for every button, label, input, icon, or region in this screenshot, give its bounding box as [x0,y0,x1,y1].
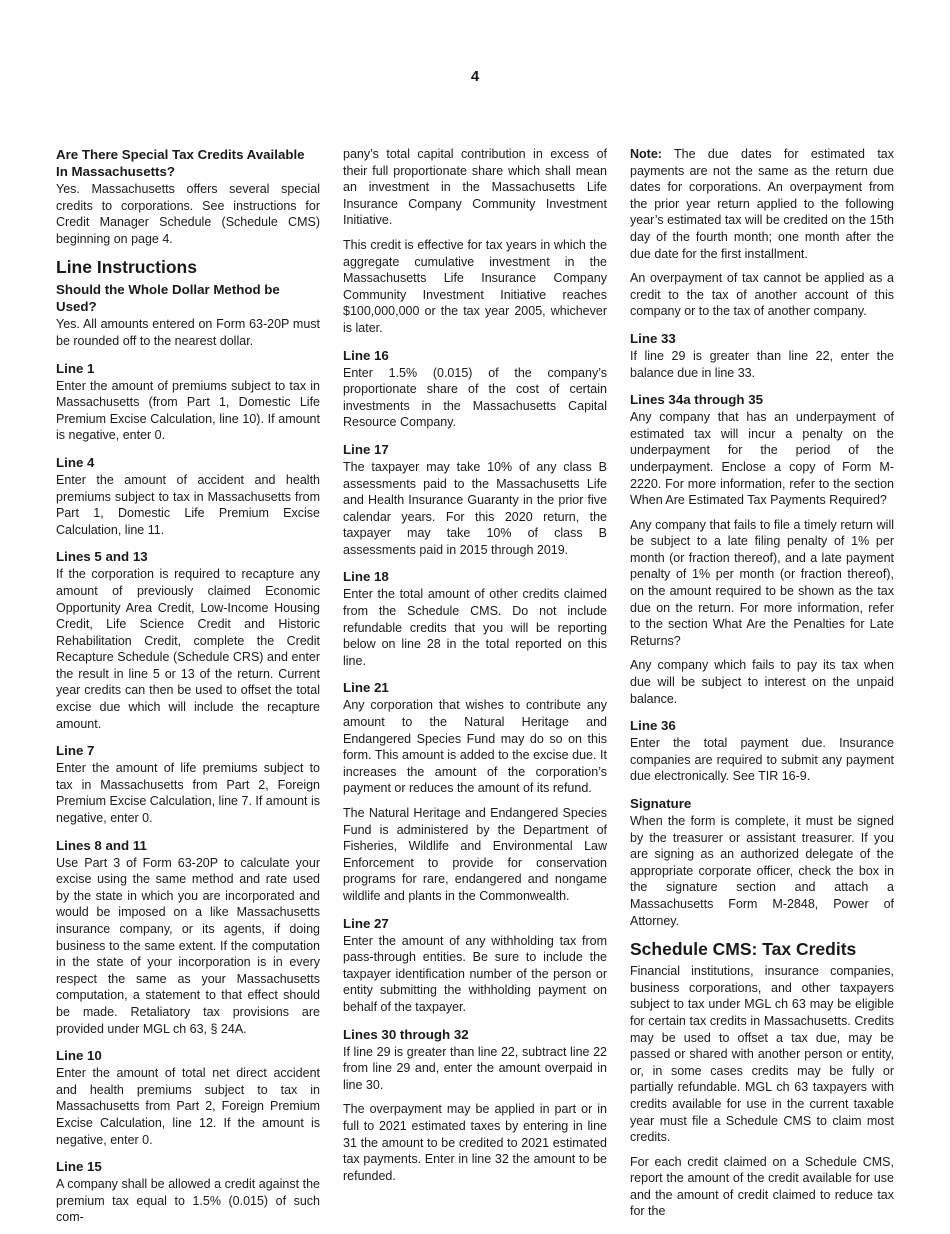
line16-heading: Line 16 [343,347,389,363]
line17-text: The taxpayer may take 10% of any class B assessments paid to the Massachusetts Life and Health Insurance Guaranty in the prior five calendar years. For this 2020 return, the taxpayer may take 10% of class B assessments paid in 2015 through 2019. [343,459,607,557]
schedule-cms-text: Financial institutions, insurance companies, business corporations, and other taxpayers subject to tax under MGL ch 63 may be eligible for certain tax credits in Massachusetts. Credits may be used to offset a tax due, may be passed or shared with another person or entity, or, in some cases credits may be fully or partially refundable. MGL ch 63 taxpayers with credits available for use in the current taxable year must file a Schedule CMS to claim most credits. [630,964,894,1145]
line7-heading: Line 7 [56,743,95,759]
lines8-11-text: Use Part 3 of Form 63-20P to calculate your excise using the same method and rate used by the state in which you are incorporated and would be imposed on a like Massachusetts insurance company, or its agents, if doing business to the same extent. If the computation in the state of your incorporation is in every respect the same as your Massachusetts computation, a statement to that effect should be made. Retaliatory tax provisions are provided under MGL ch 63, § 24A. [56,855,320,1036]
line1-text: Enter the amount of premiums subject to tax in Massachusetts (from Part 1, Domestic Life Premium Excise Calculation, line 10). If amount is negative, enter 0. [56,378,320,443]
column-left [56,146,320,1234]
page-number: 4 [470,68,480,85]
line15-heading: Line 15 [56,1159,102,1175]
line36-text: Enter the total payment due. Insurance companies are required to submit any payment due electronically. See TIR 16-9. [630,736,894,784]
line15-continued-text: pany’s total capital contribution in excess of their full proportionate share which shall mean an investment in the Massachusetts Life Insurance Company Community Investment Initiative. [343,147,607,228]
line-instructions-heading: Line Instructions [56,257,197,278]
line17-heading: Line 17 [343,441,389,457]
line16-text: Enter 1.5% (0.015) of the company’s proportionate share of the cost of certain investments in the Massachusetts Capital Resource Company. [343,365,607,430]
note-paragraph [630,146,894,262]
schedule-cms-text-2: For each credit claimed on a Schedule CMS, report the amount of the credit available for use and the amount of credit claimed to reduce tax for the [630,1154,894,1219]
line21-text: Any corporation that wishes to contribute any amount to the Natural Heritage and Endangered Species Fund may do so on this form. This amount is added to the excise due. It increases the amount of the corporation’s payment or reduces the amount of its refund. [343,698,607,796]
lines30-32-text: If line 29 is greater than line 22, subtract line 22 from line 29 and, enter the amount overpaid in line 30. [343,1044,607,1092]
line4-text: Enter the amount of accident and health premiums subject to tax in Massachusetts from Part 1, Domestic Life Premium Excise Calculation, line 11. [56,472,320,537]
line1-heading: Line 1 [56,360,95,376]
line36-heading: Line 36 [630,718,676,734]
schedule-cms-heading: Schedule CMS: Tax Credits [630,939,857,960]
lines34-35-interest-text: Any company which fails to pay its tax when due will be subject to interest on the unpaid balance. [630,658,894,706]
special-credits-text: Yes. Massachusetts offers several special credits to corporations. See instructions for Credit Manager Schedule (Schedule CMS) beginning on page 4. [56,182,320,246]
lines34-35-text: Any company that has an underpayment of estimated tax will incur a penalty on the underpayment for the period of the underpayment. Enclose a copy of Form M-2220. For more information, refer to the section When Are Estimated Tax Payments Required? [630,410,894,508]
line21-fund-text: The Natural Heritage and Endangered Species Fund is administered by the Department of Fisheries, Wildlife and Environmental Law Enforcement to provide for conservation programs for rare, endangered and nongame wildlife and plants in the Commonwealth. [343,806,607,903]
line15-text: A company shall be allowed a credit against the premium tax equal to 1.5% (0.015) of such com- [56,1177,320,1225]
column-right [630,146,894,1228]
line21-heading: Line 21 [343,680,389,696]
lines30-32-overpayment-text: The overpayment may be applied in part or in full to 2021 estimated taxes by entering in line 31 the amount to be credited to 2021 estimated tax payments. Enter in line 32 the amount to be refunded. [343,1102,607,1183]
lines8-11-heading: Lines 8 and 11 [56,837,147,853]
line15-effective-text: This credit is effective for tax years in which the aggregate cumulative investment in the Massachusetts Life Insurance Company Community Investment Initiative reaches $100,000,000 or the tax year 2005, whichever is later. [343,237,607,335]
note-label: Note: [630,147,662,161]
line7-text: Enter the amount of life premiums subject to tax in Massachusetts from Part 2, Foreign Premium Excise Calculation, line 7. If amount is negative, enter 0. [56,761,320,826]
line4-heading: Line 4 [56,454,95,470]
column-middle [343,146,607,1192]
line33-heading: Line 33 [630,330,676,346]
whole-dollar-text: Yes. All amounts entered on Form 63-20P must be rounded off to the nearest dollar. [56,317,320,348]
lines34-35-heading: Lines 34a through 35 [630,392,764,408]
line27-heading: Line 27 [343,915,389,931]
line18-text: Enter the total amount of other credits claimed from the Schedule CMS. Do not include refundable credits that you will be reporting below on line 28 in the total reported on this line. [343,587,607,668]
lines5-13-heading: Lines 5 and 13 [56,549,148,565]
signature-text: When the form is complete, it must be signed by the treasurer or assistant treasurer. If you are signing as an authorized delegate of the appropriate corporate officer, check the box in the signature section and attach a Massachusetts Form M-2848, Power of Attorney. [630,814,894,928]
note-text: The due dates for estimated tax payments are not the same as the return due dates for corporations. An overpayment from the prior year return applied to the following year’s estimated tax will be credited on the 15th day of the fourth month; one month after the due date for the first installment. [630,147,894,261]
line18-heading: Line 18 [343,569,389,585]
special-credits-heading: Are There Special Tax Credits Available In Massachusetts? [56,147,305,179]
lines5-13-text: If the corporation is required to recapture any amount of previously claimed Economic Opportunity Area Credit, Low-Income Housing Credit, Life Science Credit and Historic Rehabilitation Credit, complete the Credit Recapture Schedule (Schedule CRS) and enter the result in line 5 or 13 of the return. Current year credits can then be used to offset the total excise due which will include the recapture amount. [56,567,320,731]
line27-text: Enter the amount of any withholding tax from pass-through entities. Be sure to include the taxpayer identification number of the person or entity submitting the withholding payment on behalf of the taxpayer. [343,933,607,1014]
overpayment-text: An overpayment of tax cannot be applied as a credit to the tax of another account of this company or to the tax of another company. [630,271,894,319]
line10-text: Enter the amount of total net direct accident and health premiums subject to tax in Massachusetts from Part 2, Foreign Premium Excise Calculation, line 12. If the amount is negative, enter 0. [56,1066,320,1147]
whole-dollar-heading: Should the Whole Dollar Method be Used? [56,282,280,315]
signature-heading: Signature [630,796,692,811]
lines30-32-heading: Lines 30 through 32 [343,1026,469,1042]
line33-text: If line 29 is greater than line 22, enter the balance due in line 33. [630,348,894,380]
line10-heading: Line 10 [56,1048,102,1064]
lines34-35-penalty-text: Any company that fails to file a timely return will be subject to a late filing penalty of 1% per month (or fraction thereof), and a late payment penalty of 1% per month (or fraction thereof), on the amount required to be shown as the tax due on the return. For more information, refer to the section What Are the Penalties for Late Returns? [630,517,894,648]
